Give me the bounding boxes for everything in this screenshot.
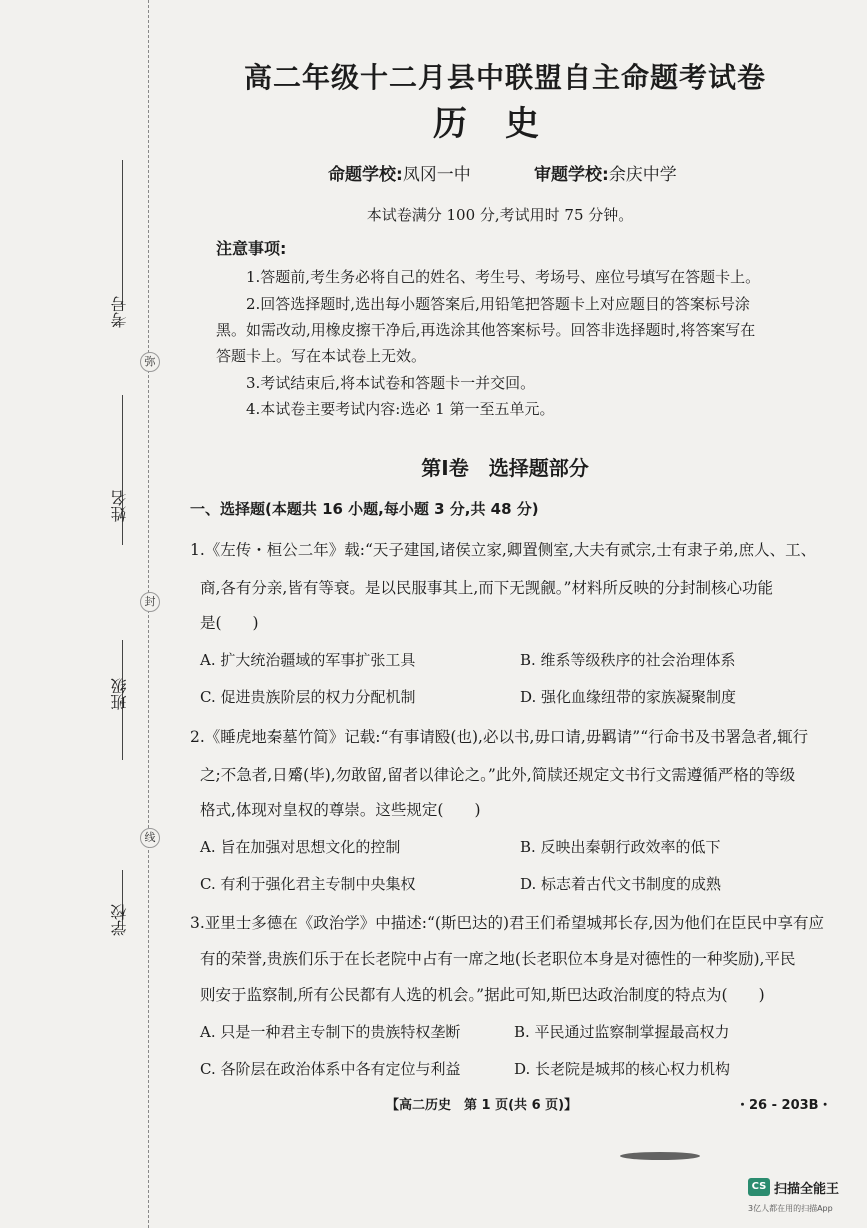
setter-info xyxy=(328,160,471,185)
notice-line: 答题卡上。写在本试卷上无效。 xyxy=(216,347,427,365)
camscanner-logo-icon: CS xyxy=(748,1178,770,1196)
seal-mark-xian: 线 xyxy=(140,828,160,848)
question-2-option-a: A. 旨在加强对思想文化的控制 xyxy=(200,838,401,856)
notice-line: 黑。如需改动,用橡皮擦干净后,再选涂其他答案标号。回答非选择题时,将答案写在 xyxy=(216,321,756,339)
full-score-note: 本试卷满分 100 分,考试用时 75 分钟。 xyxy=(366,206,634,224)
scan-smudge xyxy=(620,1152,700,1160)
page-footer: 【高二历史 第 1 页(共 6 页)】 xyxy=(386,1098,578,1113)
exam-title: 高二年级十二月县中联盟自主命题考试卷 xyxy=(243,61,766,94)
subject-title: 历史 xyxy=(433,104,577,144)
binding-dashed-line xyxy=(148,0,149,1228)
question-2-option-c: C. 有利于强化君主专制中央集权 xyxy=(200,875,416,893)
reviewer-label: 审题学校: xyxy=(534,165,609,185)
class-label: 班级 xyxy=(110,678,129,710)
reviewer-info xyxy=(534,160,677,185)
seal-mark-mi: 弥 xyxy=(140,352,160,372)
question-3-line: 则安于监察制,所有公民都有人选的机会。”据此可知,斯巴达政治制度的特点为( ) xyxy=(200,986,765,1004)
question-3-line: 有的荣誉,贵族们乐于在长老院中占有一席之地(长老职位本身是对德性的一种奖励),平民 xyxy=(200,950,796,968)
camscanner-tagline: 3亿人都在用的扫描App xyxy=(748,1204,833,1213)
notice-line: 1.答题前,考生务必将自己的姓名、考生号、考场号、座位号填写在答题卡上。 xyxy=(246,268,761,286)
seal-mark-feng: 封 xyxy=(140,592,160,612)
notice-line: 4.本试卷主要考试内容:选必 1 第一至五单元。 xyxy=(246,400,555,418)
question-2-option-b: B. 反映出秦朝行政效率的低下 xyxy=(520,838,721,856)
reviewer-school: 余庆中学 xyxy=(608,165,677,185)
question-3-line: 3.亚里士多德在《政治学》中描述:“(斯巴达的)君王们希望城邦长存,因为他们在臣民中享有应 xyxy=(190,914,824,932)
question-2-line: 2.《睡虎地秦墓竹简》记载:“有事请殹(也),必以书,毋口请,毋羁请”“行命书及书署急者,辄行 xyxy=(190,728,809,746)
question-3-option-b: B. 平民通过监察制掌握最高权力 xyxy=(514,1023,730,1041)
part-heading: 一、选择题(本题共 16 小题,每小题 3 分,共 48 分) xyxy=(190,500,539,518)
question-3-option-c: C. 各阶层在政治体系中各有定位与利益 xyxy=(200,1060,461,1078)
exam-no-label: 考号 xyxy=(110,296,129,328)
camscanner-name: 扫描全能王 xyxy=(774,1182,840,1197)
exam-no-blank xyxy=(122,160,123,310)
notice-heading: 注意事项: xyxy=(216,239,287,258)
question-1-line: 是( ) xyxy=(200,614,259,632)
name-label: 姓名 xyxy=(110,490,129,522)
question-1-option-b: B. 维系等级秩序的社会治理体系 xyxy=(520,651,736,669)
school-label: 学校 xyxy=(110,904,129,936)
question-2-line: 之;不急者,日觱(毕),勿敢留,留者以律论之。”此外,简牍还规定文书行文需遵循严格的等级 xyxy=(200,766,796,784)
notice-line: 2.回答选择题时,选出每小题答案后,用铅笔把答题卡上对应题目的答案标号涂 xyxy=(246,295,750,313)
exam-code: ・26 - 203B・ xyxy=(736,1098,832,1113)
notice-line: 3.考试结束后,将本试卷和答题卡一并交回。 xyxy=(246,374,536,392)
question-1-option-c: C. 促进贵族阶层的权力分配机制 xyxy=(200,688,416,706)
section-heading: 第Ⅰ卷 选择题部分 xyxy=(421,456,589,480)
setter-school: 凤冈一中 xyxy=(402,165,471,185)
question-3-option-d: D. 长老院是城邦的核心权力机构 xyxy=(514,1060,731,1078)
setter-label: 命题学校: xyxy=(328,165,403,185)
question-1-option-a: A. 扩大统治疆域的军事扩张工具 xyxy=(200,651,416,669)
question-1-line: 商,各有分亲,皆有等衰。是以民服事其上,而下无觊觎。”材料所反映的分封制核心功能 xyxy=(200,579,773,597)
question-2-option-d: D. 标志着古代文书制度的成熟 xyxy=(520,875,722,893)
question-3-option-a: A. 只是一种君主专制下的贵族特权垄断 xyxy=(200,1023,461,1041)
question-1-line: 1.《左传・桓公二年》载:“天子建国,诸侯立家,卿置侧室,大夫有贰宗,士有隶子弟,庶人、工、 xyxy=(190,541,817,559)
question-1-option-d: D. 强化血缘纽带的家族凝聚制度 xyxy=(520,688,737,706)
question-2-line: 格式,体现对皇权的尊崇。这些规定( ) xyxy=(200,801,481,819)
